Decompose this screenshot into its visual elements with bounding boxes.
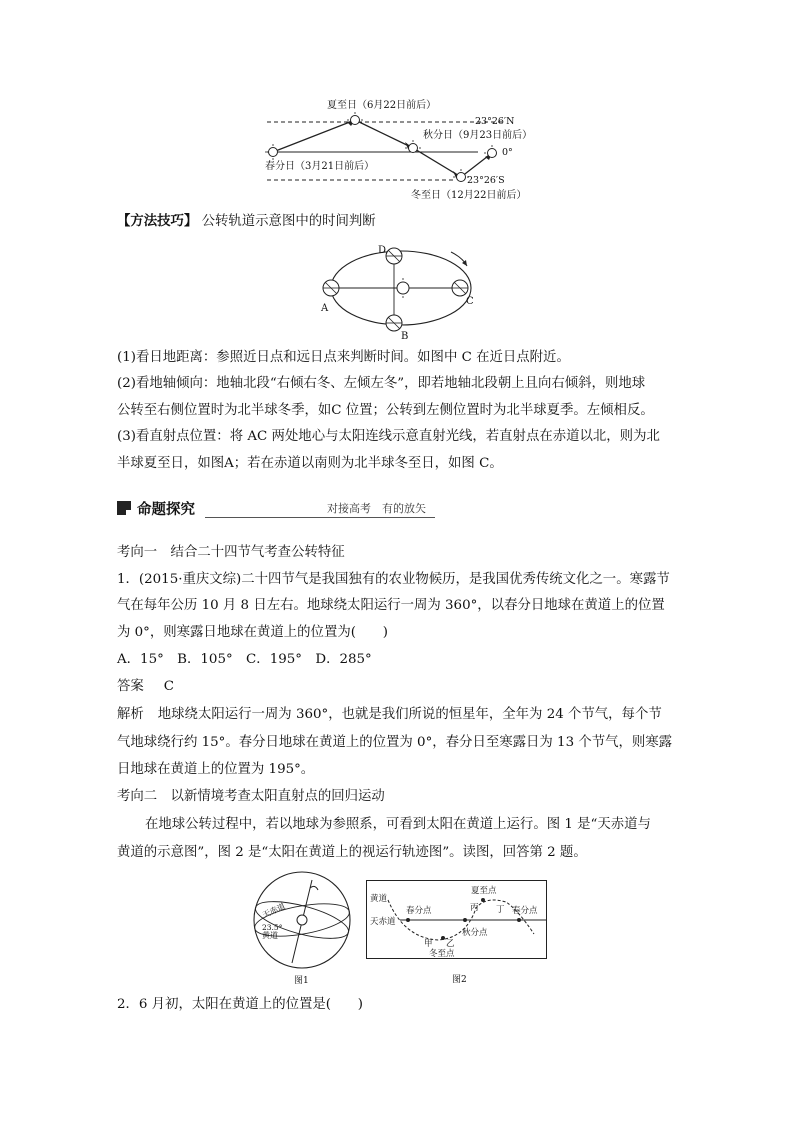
section-subtitle: 对接高考 有的放矢 xyxy=(327,502,426,515)
lat-n-label: 23°26′N xyxy=(475,116,515,127)
fig2-spring: 春分点 xyxy=(406,906,432,916)
direct-point-diagram xyxy=(255,95,545,205)
summer-label: 夏至日（6月22日前后） xyxy=(327,100,437,111)
fig2-bing: 丙 xyxy=(470,903,479,913)
answer-value: C xyxy=(163,679,175,694)
note-1: (1)看日地距离：参照近日点和远日点来判断时间。如图中 C 在近日点附近。 xyxy=(117,350,570,365)
fig2-yi: 乙 xyxy=(446,939,455,949)
direction-1: 考向一 结合二十四节气考查公转特征 xyxy=(117,545,345,560)
fig2-ding: 丁 xyxy=(496,905,505,915)
note-5: 半球夏至日，如图A；若在赤道以南则为北半球冬至日，如图 C。 xyxy=(117,456,503,471)
figure-2 xyxy=(366,880,548,988)
earth-icon-c xyxy=(452,280,468,296)
q2-intro-2: 黄道的示意图”，图 2 是“太阳在黄道上的视运行轨迹图”。读图，回答第 2 题。 xyxy=(117,845,587,860)
sun-icon xyxy=(484,145,497,158)
q1-stem-2: 气在每年公历 10 月 8 日左右。地球绕太阳运行一周为 360°，以春分日地球在黄道上的位置 xyxy=(117,598,665,613)
orbit-label-a: A xyxy=(321,303,329,314)
zero-label: 0° xyxy=(502,147,513,158)
analysis-text: 地球绕太阳运行一周为 360°，也就是我们所说的恒星年，全年为 24 个节气，每个节 xyxy=(157,707,662,722)
q1-stem-3: 为 0°，则寒露日地球在黄道上的位置为( ) xyxy=(117,625,388,640)
q1-analysis-3: 日地球在黄道上的位置为 195°。 xyxy=(117,762,315,777)
autumn-label: 秋分日（9月23日前后） xyxy=(423,130,533,141)
fig2-ecliptic: 黄道 xyxy=(370,894,388,904)
method-tip-title: 【方法技巧】 xyxy=(117,214,198,229)
fig2-equator: 天赤道 xyxy=(370,917,396,927)
fig1-ecliptic: 黄道 xyxy=(262,931,278,940)
orbit-diagram xyxy=(315,238,485,343)
fig2-caption: 图2 xyxy=(452,975,467,985)
analysis-label: 解析 xyxy=(117,707,144,722)
q2-stem: 2．6 月初，太阳在黄道上的位置是( ) xyxy=(117,997,363,1012)
spring-label: 春分日（3月21日前后） xyxy=(265,161,375,172)
note-2: (2)看地轴倾向：地轴北段“右倾右冬、左倾左冬”，即若地轴北段朝上且向右倾斜，则地球 xyxy=(117,376,646,391)
orbit-label-b: B xyxy=(401,331,409,342)
method-tip xyxy=(117,212,376,232)
orbit-label-d: D xyxy=(378,245,387,256)
figure-1 xyxy=(250,868,360,988)
q1-stem-1: 1．(2015·重庆文综)二十四节气是我国独有的农业物候历，是我国优秀传统文化之一。寒露节 xyxy=(117,572,670,587)
earth-icon-d xyxy=(386,248,402,264)
fig2-summer: 夏至点 xyxy=(471,886,497,896)
section-square-icon xyxy=(117,501,131,515)
orbit-label-c: C xyxy=(466,296,474,307)
fig2-spring2: 春分点 xyxy=(512,906,538,916)
method-tip-text: 公转轨道示意图中的时间判断 xyxy=(201,214,376,229)
fig1-caption: 图1 xyxy=(294,976,309,986)
lat-s-label: 23°26′S xyxy=(467,175,505,186)
q1-analysis-2: 气地球绕行约 15°。春分日地球在黄道上的位置为 0°，春分日至寒露日为 13 个节气，则寒露 xyxy=(117,735,673,750)
section-heading xyxy=(117,495,435,523)
q1-options: A．15° B．105° C．195° D．285° xyxy=(117,652,372,667)
q1-analysis-1 xyxy=(117,705,662,725)
fig1-equator: 天赤道 xyxy=(261,901,287,920)
note-4: (3)看直射点位置：将 AC 两处地心与太阳连线示意直射光线，若直射点在赤道以北，则为北 xyxy=(117,429,660,444)
earth-icon-b xyxy=(386,315,402,331)
q1-answer xyxy=(117,677,174,697)
fig2-winter: 冬至点 xyxy=(429,949,455,959)
fig2-jia: 甲 xyxy=(424,939,433,949)
direction-2: 考向二 以新情境考查太阳直射点的回归运动 xyxy=(117,789,385,804)
winter-label: 冬至日（12月22日前后） xyxy=(411,190,527,201)
earth-icon-a xyxy=(323,280,339,296)
section-title: 命题探究 xyxy=(137,502,195,518)
note-3: 公转至右侧位置时为北半球冬季，如C 位置；公转到左侧位置时为北半球夏季。左倾相反。 xyxy=(117,403,654,418)
fig1-angle: 23.5° xyxy=(262,923,283,932)
answer-label: 答案 xyxy=(117,679,144,694)
fig2-autumn: 秋分点 xyxy=(462,928,488,938)
q2-intro-1: 在地球公转过程中，若以地球为参照系，可看到太阳在黄道上运行。图 1 是“天赤道与 xyxy=(145,817,651,832)
